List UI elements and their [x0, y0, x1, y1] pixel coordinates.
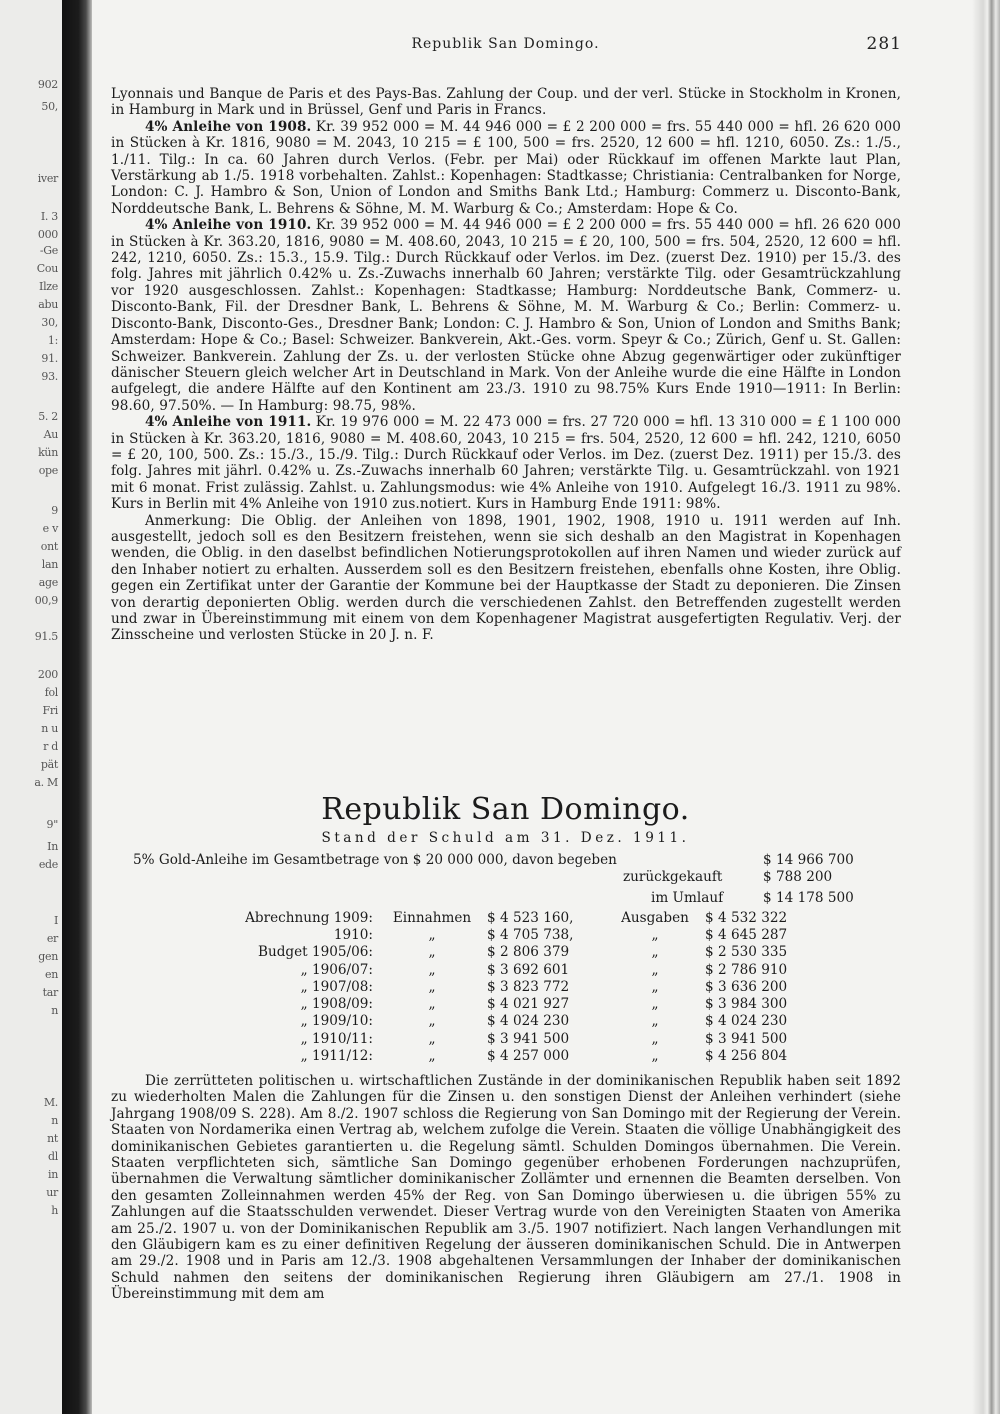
facing-fragment: en: [45, 968, 58, 981]
facing-fragment: M.: [43, 1096, 58, 1109]
facing-fragment: 91.: [41, 352, 58, 365]
paragraph-history: Die zerrütteten politischen u. wirtschaftlichen Zustände in der dominikanischen Republik haben seit 1892 zu wiederholten Malen die Zahlungen für die Zinsen u. den sonstigen Dienst der Anleihen verhindert (siehe Jahrgang 1908/09 S. 228). Am 8./2. 1907 schloss die Regierung von San Domingo mit der Regierung der Verein. Staaten von Nordamerika einen Vertrag ab, welchem zufolge die Verein. Staaten die völlige Unabhängigkeit des dominikanischen Gebietes garantierten u. die Regelung sämtl. Schulden Domingos übernahmen. Die Verein. Staaten verpflichteten sich, sämtliche San Domingo gegenüber erhobenen Forderungen nachzuprüfen, übernahmen die Verwaltung sämtlicher dominikanischer Zollämter und ernennen die Beamten derselben. Von den gesamten Zolleinnahmen werden 45% der Reg. von San Domingo überwiesen u. die übrigen 55% zu Zahlungen auf die Staatsschulden verwendet. Dieser Vertrag wurde von den Vereinigten Staaten von Amerika am 25./2. 1907 u. von der Dominikanischen Republik am 3./5. 1907 notifiziert. Nach langen Verhandlungen mit den Gläubigern kam es zu einer definitiven Regelung der äusseren dominikanischen Schuld. Die in Antwerpen am 29./2. 1908 und in Paris am 12./3. 1908 abgehaltenen Versammlungen der Inhaber der dominikanischen Schuld nahmen den seitens der dominikanischen Regierung ihren Gläubigern am 27./1. 1908 in Übereinstimmung mit dem am: [111, 1073, 901, 1303]
budget-label: 1910:: [333, 926, 373, 943]
budget-label: „ 1909/10:: [300, 1013, 373, 1030]
ausgaben-value: $ 2 530 335: [705, 944, 788, 961]
facing-fragment: 30,: [41, 316, 58, 329]
facing-fragment: Cou: [36, 262, 58, 275]
einnahmen-value: $ 3 692 601: [487, 961, 570, 978]
paragraph-loan-1910: 4% Anleihe von 1910. Kr. 39 952 000 = M. 44 946 000 = £ 2 200 000 = frs. 55 440 000 = hfl. 26 620 000 in Stücken à Kr. 363.20, 1816, 9080 = M. 408.60, 2043, 10 215 = £ 20, 100, 500 = frs. 504, 2520, 12 600 = hfl. 242, 1210, 6050. Zs.: 15.3., 15.9. Tilg.: Durch Rückkauf oder Verlos. im Dez. (zuerst Dez. 1910) per 15./3. des folg. Jahres mit jährlich 0.42% u. Zs.-Zuwachs innerhalb 60 Jahren; verstärkte Tilg. oder Gesamtrückzahlung vor 1920 ausgeschlossen. Zahlst.: Kopenhagen: Stadtkasse; Hamburg: Norddeutsche Bank, Commerz- u. Disconto-Bank, Fil. der Dresdner Bank, L. Behrens & Söhne, M. M. Warburg & Co.; Berlin: Commerz- u. Disconto-Bank, Disconto-Ges., Dresdner Bank; London: C. J. Hambro & Son, Union of London and Smiths Bank; Amsterdam: Hope & Co.; Basel: Schweizer. Bankverein, Akt.-Ges. vorm. Speyr & Co.; Zürich, Genf u. St. Gallen: Schweizer. Bankverein. Zahlung der Zs. u. der verlosten Stücke ohne Abzug gegenwärtiger oder zukünftiger dänischer Steuern gleich welcher Art in Deutschland in Mark. Von der Anleihe wurde die eine Hälfte in London aufgelegt, die andere Hälfte auf den Kontinent am 23./3. 1910 zu 98.75% Kurs Ende 1910—1911: In Berlin: 98.60, 97.50%. — In Hamburg: 98.75, 98%.: [111, 217, 901, 414]
facing-fragment: ont: [40, 540, 58, 553]
ausgaben-value: $ 4 024 230: [705, 1013, 788, 1030]
ausgaben-label: „: [651, 944, 659, 961]
facing-fragment: a. M: [34, 776, 58, 789]
facing-fragment: iver: [37, 172, 58, 185]
budget-label: „ 1911/12:: [300, 1048, 373, 1065]
ausgaben-label: „: [651, 961, 659, 978]
umlauf-value: $ 14 178 500: [763, 890, 854, 906]
budget-row: [203, 995, 795, 1012]
page-content: [103, 0, 908, 1414]
facing-fragment: 9": [46, 818, 58, 831]
facing-fragment: kün: [38, 446, 58, 459]
facing-fragment: In: [47, 840, 58, 853]
facing-fragment: h: [51, 1204, 58, 1217]
facing-fragment: Ilze: [39, 280, 58, 293]
budget-row: [203, 944, 795, 961]
zurueck-value: $ 788 200: [763, 869, 833, 885]
einnahmen-value: $ 4 257 000: [487, 1048, 570, 1065]
einnahmen-label: „: [428, 926, 436, 943]
ausgaben-label: „: [651, 1048, 659, 1065]
facing-fragment: -Ge: [39, 244, 58, 257]
ausgaben-label: „: [651, 996, 659, 1013]
facing-fragment: nt: [47, 1132, 58, 1145]
einnahmen-value: $ 4 024 230: [487, 1013, 570, 1030]
budget-row: [203, 1047, 795, 1064]
einnahmen-value: $ 3 823 772: [487, 978, 570, 995]
ausgaben-value: $ 4 532 322: [705, 909, 788, 926]
umlauf-label: im Umlauf: [651, 890, 724, 906]
budget-row: [203, 926, 795, 943]
ausgaben-value: $ 3 636 200: [705, 978, 788, 995]
budget-row: [203, 1013, 795, 1030]
facing-fragment: ur: [46, 1186, 58, 1199]
facing-fragment: I. 3: [40, 210, 58, 223]
facing-fragment: 93.: [41, 370, 58, 383]
facing-fragment: I: [53, 914, 58, 927]
einnahmen-value: $ 4 705 738,: [487, 926, 574, 943]
budget-label: Budget 1905/06:: [257, 944, 373, 961]
budget-label: „ 1910/11:: [300, 1030, 373, 1047]
facing-fragment: 000: [37, 228, 58, 241]
facing-fragment: n u: [41, 722, 58, 735]
ausgaben-label: „: [651, 1013, 659, 1030]
einnahmen-label: „: [428, 1030, 436, 1047]
paragraph: Lyonnais und Banque de Paris et des Pays-Bas. Zahlung der Coup. und der verl. Stücke in Stockholm in Kronen, in Hamburg in Mark und in Brüssel, Genf und Paris in Francs.: [111, 86, 901, 119]
facing-fragment: ede: [38, 858, 58, 871]
ausgaben-label: „: [651, 926, 659, 943]
zurueck-label: zurückgekauft: [623, 869, 723, 885]
facing-fragment: lan: [41, 558, 58, 571]
running-title: Republik San Domingo.: [411, 36, 600, 52]
facing-fragment: n: [51, 1004, 58, 1017]
ausgaben-value: $ 4 645 287: [705, 926, 788, 943]
facing-fragment: 5. 2: [38, 410, 58, 423]
einnahmen-label: „: [428, 944, 436, 961]
section-title: Republik San Domingo.: [321, 792, 690, 827]
einnahmen-label: „: [428, 1013, 436, 1030]
running-header: [103, 36, 908, 60]
budget-row: [203, 1030, 795, 1047]
paragraph-loan-1911: 4% Anleihe von 1911. Kr. 19 976 000 = M. 22 473 000 = frs. 27 720 000 = hfl. 13 310 000 = £ 1 100 000 in Stücken à Kr. 363.20, 1816, 9080 = M. 408.60, 2043, 10 215 = frs. 504, 2520, 12 600 = hfl. 242, 1210, 6050 = £ 20, 100, 500. Zs.: 15./3., 15./9. Tilg.: Durch Rückkauf oder Verlos. im Dez. (zuerst Dez. 1911) per 15./3. des folg. Jahres mit jährl. 0.42% u. Zs.-Zuwachs innerhalb 60 Jahren; verstärkte Tilg. u. Gesamtrückzahl. von 1921 mit 6 monat. Frist zulässig. Zahlst. u. Zahlungsmodus: wie 4% Anleihe von 1910. Aufgelegt 16./3. 1911 zu 98%. Kurs in Berlin mit 4% Anleihe von 1910 zus.notiert. Kurs in Hamburg Ende 1911: 98%.: [111, 414, 901, 513]
facing-fragment: pät: [40, 758, 58, 771]
einnahmen-value: $ 2 806 379: [487, 944, 570, 961]
ausgaben-label: „: [651, 1030, 659, 1047]
copenhagen-loans-text: [111, 86, 901, 644]
begeben-value: $ 14 966 700: [763, 852, 854, 868]
facing-fragment: in: [47, 1168, 58, 1181]
facing-fragment: Au: [43, 428, 58, 441]
einnahmen-value: $ 4 021 927: [487, 996, 570, 1013]
ausgaben-value: $ 3 941 500: [705, 1030, 788, 1047]
einnahmen-value: $ 4 523 160,: [487, 909, 574, 926]
facing-fragment: r d: [43, 740, 58, 753]
budget-row: [203, 961, 795, 978]
einnahmen-label: „: [428, 996, 436, 1013]
section-subtitle: Stand der Schuld am 31. Dez. 1911.: [321, 830, 690, 846]
facing-fragment: Fri: [42, 704, 58, 717]
ausgaben-label: „: [651, 978, 659, 995]
facing-fragment: 9: [51, 504, 58, 517]
facing-fragment: abu: [38, 298, 58, 311]
facing-fragment: 91.5: [34, 630, 58, 643]
facing-fragment: n: [51, 1114, 58, 1127]
einnahmen-value: $ 3 941 500: [487, 1030, 570, 1047]
binding-gutter: [62, 0, 92, 1414]
einnahmen-label: Einnahmen: [392, 909, 472, 926]
facing-fragment: 50,: [41, 100, 58, 113]
budget-table: [203, 909, 795, 1065]
ausgaben-value: $ 4 256 804: [705, 1048, 788, 1065]
paragraph-loan-1908: 4% Anleihe von 1908. Kr. 39 952 000 = M. 44 946 000 = £ 2 200 000 = frs. 55 440 000 = hfl. 26 620 000 in Stücken à Kr. 1816, 9080 = M. 2043, 10 215 = £ 100, 500 = frs. 2520, 12 600 = hfl. 1210, 6050. Zs.: 1./5., 1./11. Tilg.: In ca. 60 Jahren durch Verlos. (Febr. per Mai) oder Rückkauf im offenen Markte laut Plan, Verstärkung ab 1./5. 1918 vorbehalten. Zahlst.: Kopenhagen: Stadtkasse; Christiania: Centralbanken for Norge, London: C. J. Hambro & Son, Union of London and Smiths Bank Ltd.; Hamburg: Commerz u. Disconto-Bank, Norddeutsche Bank, L. Behrens & Söhne, M. M. Warburg & Co.; Amsterdam: Hope & Co.: [111, 118, 901, 217]
page-number: 281: [866, 34, 902, 54]
facing-fragment: ope: [38, 464, 58, 477]
einnahmen-label: „: [428, 961, 436, 978]
facing-fragment: gen: [38, 950, 58, 963]
ausgaben-label: Ausgaben: [621, 909, 689, 926]
budget-row: [203, 909, 795, 926]
budget-row: [203, 978, 795, 995]
budget-label: Abrechnung 1909:: [245, 909, 373, 926]
facing-fragment: er: [46, 932, 58, 945]
einnahmen-label: „: [428, 978, 436, 995]
loan-line: 5% Gold-Anleihe im Gesamtbetrage von $ 20 000 000, davon begeben: [133, 852, 617, 868]
budget-label: „ 1906/07:: [300, 961, 373, 978]
page-edge: [972, 0, 1000, 1414]
einnahmen-label: „: [428, 1048, 436, 1065]
facing-fragment: dl: [48, 1150, 58, 1163]
ausgaben-value: $ 3 984 300: [705, 996, 788, 1013]
facing-fragment: 200: [37, 668, 58, 681]
facing-fragment: 1:: [47, 334, 58, 347]
facing-fragment: fol: [44, 686, 58, 699]
budget-label: „ 1907/08:: [300, 978, 373, 995]
facing-page-strip: [0, 0, 62, 1414]
facing-fragment: age: [38, 576, 58, 589]
facing-fragment: 00,9: [34, 594, 58, 607]
facing-fragment: e v: [42, 522, 58, 535]
ausgaben-value: $ 2 786 910: [705, 961, 788, 978]
san-domingo-history-text: [111, 1073, 901, 1303]
facing-fragment: 902: [37, 78, 58, 91]
facing-fragment: tar: [42, 986, 58, 999]
budget-table-body: [203, 909, 795, 1065]
budget-label: „ 1908/09:: [300, 996, 373, 1013]
paragraph-anmerkung: Anmerkung: Die Oblig. der Anleihen von 1898, 1901, 1902, 1908, 1910 u. 1911 werden auf Inh. ausgestellt, jedoch soll es den Besitzern freistehen, wenn sie sich deshalb an den Magistrat in Kopenhagen wenden, die Oblig. in den daselbst befindlichen Notierungsprotokollen auf ihren Namen und wieder zurück auf den Inhaber notiert zu erhalten. Ausserdem soll es den Besitzern freistehen, ebenfalls ohne Kosten, ihre Oblig. gegen ein Zertifikat unter der Garantie der Kommune bei der Hauptkasse der Stadt zu deponieren. Die Zinsen von derartig deponierten Oblig. werden durch die verschiedenen Zahlst. den Betreffenden zugestellt werden und zwar in Übereinstimmung mit einem von dem Kopenhagener Magistrat ausgefertigten Regulativ. Verj. der Zinsscheine und verlosten Stücke in 20 J. n. F.: [111, 512, 901, 644]
